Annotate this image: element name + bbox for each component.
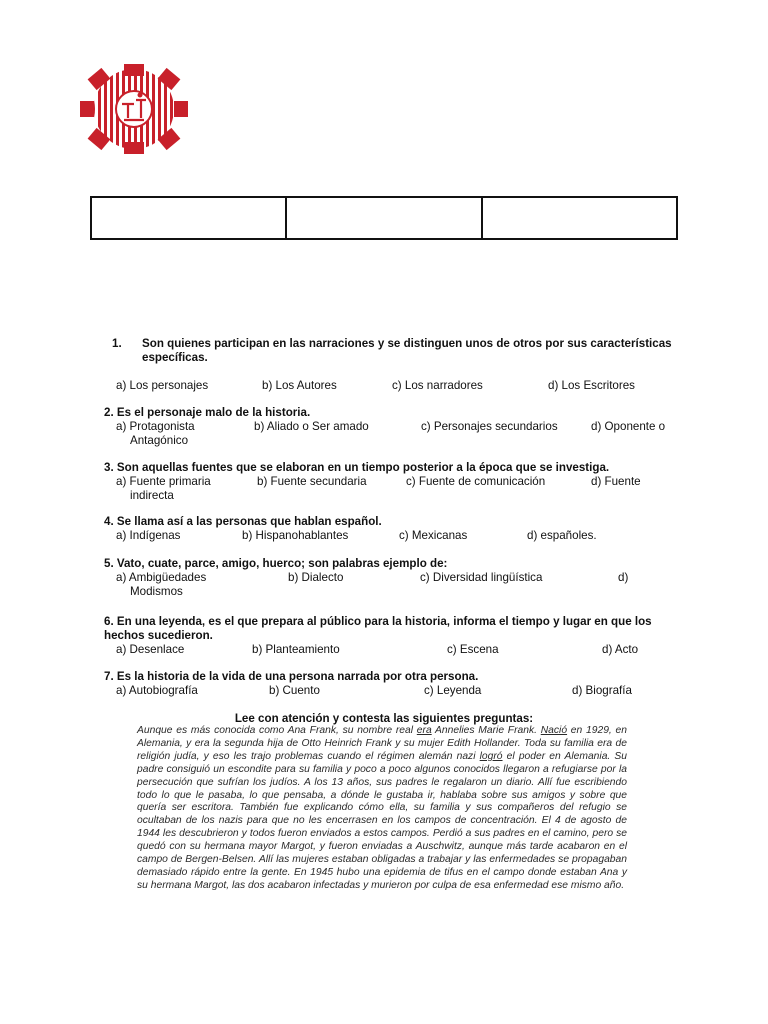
option-c[interactable]: c) Diversidad lingüística (420, 571, 543, 584)
option-d[interactable]: d) españoles. (527, 529, 597, 542)
question-7 (104, 670, 684, 698)
question-7-options (116, 684, 684, 698)
option-d-continued: Modismos (130, 585, 183, 598)
question-3-stem: 3. Son aquellas fuentes que se elaboran en un tiempo posterior a la época que se investiga. (104, 461, 610, 474)
option-a[interactable]: a) Fuente primaria (116, 475, 211, 488)
question-2-stem: 2. Es el personaje malo de la historia. (104, 406, 311, 419)
option-c[interactable]: c) Mexicanas (399, 529, 468, 542)
question-1 (104, 337, 684, 393)
header-cell-1[interactable] (91, 197, 286, 239)
question-6 (104, 615, 684, 657)
question-1-stem: 1. Son quienes participan en las narraciones y se distinguen unos de otros por sus características específicas. (112, 337, 672, 364)
option-a[interactable]: a) Protagonista (116, 420, 195, 433)
option-d[interactable]: d) Los Escritores (548, 379, 635, 392)
option-d[interactable]: d) Biografía (572, 684, 632, 697)
option-b[interactable]: b) Fuente secundaria (257, 475, 367, 488)
option-c[interactable]: c) Los narradores (392, 379, 483, 392)
option-d[interactable]: d) Acto (602, 643, 639, 656)
question-1-options (116, 379, 684, 393)
option-c[interactable]: c) Personajes secundarios (421, 420, 558, 433)
question-5 (104, 557, 684, 599)
question-2-options (116, 420, 684, 434)
option-b[interactable]: b) Los Autores (262, 379, 337, 392)
option-b[interactable]: b) Aliado o Ser amado (254, 420, 369, 433)
option-d[interactable]: d) Oponente o (591, 420, 666, 433)
question-6-stem: 6. En una leyenda, es el que prepara al público para la historia, informa el tiempo y lugar en que los hechos sucedieron. (104, 615, 652, 642)
option-b[interactable]: b) Cuento (269, 684, 320, 697)
option-d-continued: indirecta (130, 489, 174, 502)
option-a[interactable]: a) Ambigüedades (116, 571, 207, 584)
option-a[interactable]: a) Desenlace (116, 643, 185, 656)
question-3 (104, 461, 684, 503)
option-a[interactable]: a) Indígenas (116, 529, 181, 542)
question-4 (104, 515, 684, 543)
school-logo (80, 64, 188, 154)
option-b[interactable]: b) Planteamiento (252, 643, 340, 656)
question-5-stem: 5. Vato, cuate, parce, amigo, huerco; son palabras ejemplo de: (104, 557, 448, 570)
option-c[interactable]: c) Fuente de comunicación (406, 475, 546, 488)
question-4-options (116, 529, 684, 543)
header-cell-2[interactable] (286, 197, 481, 239)
option-b[interactable]: b) Dialecto (288, 571, 344, 584)
header-cell-3[interactable] (482, 197, 677, 239)
option-a[interactable]: a) Los personajes (116, 379, 209, 392)
question-3-options (116, 475, 684, 489)
option-c[interactable]: c) Escena (447, 643, 499, 656)
question-2 (104, 406, 684, 448)
option-b[interactable]: b) Hispanohablantes (242, 529, 349, 542)
reading-instructions: Lee con atención y contesta las siguientes preguntas: (234, 712, 534, 725)
option-a[interactable]: a) Autobiografía (116, 684, 198, 697)
header-info-table (90, 196, 678, 240)
option-d[interactable]: d) (618, 571, 629, 584)
option-c[interactable]: c) Leyenda (424, 684, 482, 697)
option-d[interactable]: d) Fuente (591, 475, 641, 488)
question-4-stem: 4. Se llama así a las personas que hablan español. (104, 515, 382, 528)
question-7-stem: 7. Es la historia de la vida de una persona narrada por otra persona. (104, 670, 479, 683)
option-d-continued: Antagónico (130, 434, 189, 447)
reading-passage: Aunque es más conocida como Ana Frank, su nombre real era Annelies Marie Frank. Nació en 1929, en Alemania, y era la segunda hija de Otto Heinrich Frank y su mujer Edith Hollander. Toda su familia era de religión judía, y eso les trajo problemas cuando el régimen alemán nazi logró el poder en Alemania. Su padre consiguió un escondite para su familia y poco a poco algunos conocidos llegaron a refugiarse por la persecución que sufrían los judíos. A los 13 años, sus padres le regalaron un diario. Allí fue escribiendo todo lo que le pasaba, lo que pensaba, a dónde le gustaba ir, hablaba sobre sus amigos y sobre que quería ser escritora. También fue explicando cómo ella, su familia y sus compañeros del refugio se ocultaban de los nazis para que no les encerrasen en los campos de concentración. El 4 de agosto de 1944 les descubrieron y todos fueron enviados a estos campos. Perdió a sus padres en el camino, pero se quedó con su hermana mayor Margot, y fueron enviadas a Auschwitz, aunque más tarde acabaron en el campo de Bergen-Belsen. Allí las mujeres estaban obligadas a trabajar y las enfermedades se propagaban demasiado rápido entre la gente. En 1945 hubo una epidemia de tifus en el campo donde estaban Ana y su hermana Margot, las dos acabaron infectadas y murieron por culpa de esa enfermedad ese mismo año. (137, 725, 628, 891)
question-5-options (116, 571, 684, 585)
question-6-options (116, 643, 684, 657)
